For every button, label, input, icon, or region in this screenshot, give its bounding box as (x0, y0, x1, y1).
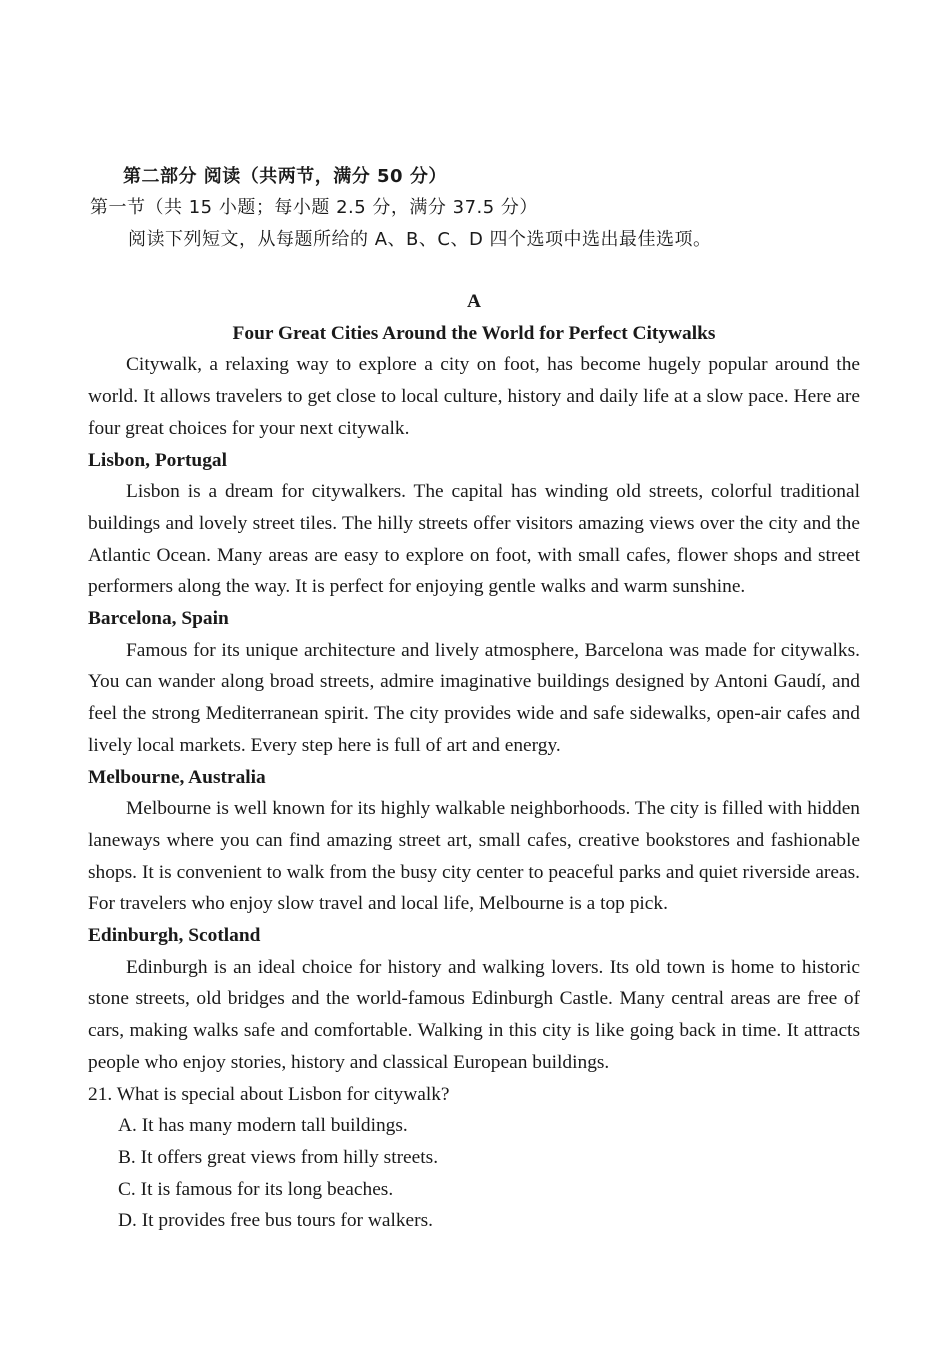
reading-passage (88, 286, 860, 1237)
city-heading-lisbon: Lisbon, Portugal (88, 449, 227, 471)
city-heading-edinburgh: Edinburgh, Scotland (88, 925, 261, 947)
city-text-barcelona: Famous for its unique architecture and lively atmosphere, Barcelona was made for citywalks. You can wander along broad streets, admire imaginative buildings designed by Antoni Gaudí, and feel the strong Mediterranean spirit. The city provides wide and safe sidewalks, open-air cafes and lively local markets. Every step here is full of art and energy. (88, 639, 860, 756)
option-b: B. It offers great views from hilly streets. (118, 1146, 439, 1168)
passage-intro: Citywalk, a relaxing way to explore a city on foot, has become hugely popular around the world. It allows travelers to get close to local culture, history and daily life at a slow pace. Here are four great choices for your next citywalk. (88, 354, 860, 439)
part-title: 第二部分 阅读（共两节，满分 50 分） (123, 166, 447, 187)
city-text-edinburgh: Edinburgh is an ideal choice for history and walking lovers. Its old town is home to historic stone streets, old bridges and the world-famous Edinburgh Castle. Many central areas are free of cars, making walks safe and comfortable. Walking in this city is like going back in time. It attracts people who enjoy stories, history and classical European buildings. (88, 956, 860, 1073)
city-heading-melbourne: Melbourne, Australia (88, 766, 266, 788)
passage-title: Four Great Cities Around the World for Perfect Citywalks (232, 322, 716, 344)
city-heading-barcelona: Barcelona, Spain (88, 608, 229, 630)
city-text-lisbon: Lisbon is a dream for citywalkers. The capital has winding old streets, colorful traditional buildings and lovely street tiles. The hilly streets offer visitors amazing views over the city and the Atlantic Ocean. Many areas are easy to explore on foot, with small cafes, flower shops and street performers along the way. It is perfect for enjoying gentle walks and warm sunshine. (88, 481, 860, 598)
instructions: 阅读下列短文，从每题所给的 A、B、C、D 四个选项中选出最佳选项。 (128, 229, 712, 250)
question-stem: 21. What is special about Lisbon for citywalk? (88, 1083, 450, 1105)
section-title: 第一节（共 15 小题；每小题 2.5 分，满分 37.5 分） (90, 197, 538, 218)
option-d: D. It provides free bus tours for walkers. (118, 1210, 434, 1232)
passage-label: A (466, 291, 481, 312)
city-text-melbourne: Melbourne is well known for its highly walkable neighborhoods. The city is filled with hidden laneways where you can find amazing street art, small cafes, creative bookstores and fashionable shops. It is convenient to walk from the busy city center to peaceful parks and quiet riverside areas. For travelers who enjoy slow travel and local life, Melbourne is a top pick. (88, 798, 860, 915)
option-c: C. It is famous for its long beaches. (118, 1178, 394, 1200)
option-a: A. It has many modern tall buildings. (118, 1115, 408, 1137)
